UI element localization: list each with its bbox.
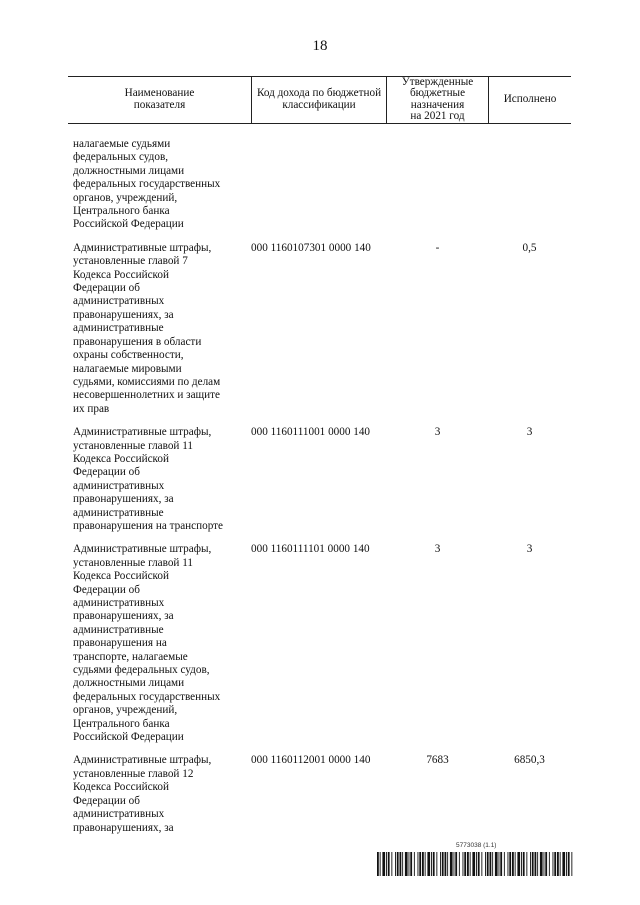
table-row [68,242,571,416]
cell-plan: 7683 [426,754,449,767]
barcode-icon [377,852,573,876]
cell-done: 6850,3 [514,754,545,767]
cell-done: 3 [526,543,533,556]
table-row [68,138,571,232]
cell-plan: 3 [434,426,441,439]
header-done: Исполнено [503,92,557,105]
cell-name: Административные штрафы, установленные главой 11 Кодекса Российской Федерации об административных правонарушениях, за административные правонарушения на транспорте [73,426,224,532]
cell-code: 000 1160111101 0000 140 [251,543,370,556]
header-name: Наименование показателя [124,87,195,111]
cell-plan: - [435,241,440,254]
cell-done: 3 [526,426,533,439]
cell-name: Административные штрафы, установленные главой 7 Кодекса Российской Федерации об административных правонарушениях, за административные правонарушения в области охраны собственности, налагаемые мировыми судьями, комиссиями по делам несовершеннолетних и защите их прав [73,241,221,415]
page-number: 18 [312,38,328,54]
cell-code: 000 1160107301 0000 140 [251,241,371,254]
header-plan: Утвержденные бюджетные назначения на 2021 год [401,75,474,122]
cell-name: налагаемые судьями федеральных судов, должностными лицами федеральных государственных органов, учреждений, Центрального банка Российской Федерации [73,138,221,231]
table-row [68,754,571,834]
table-row [68,543,571,744]
cell-name: Административные штрафы, установленные главой 11 Кодекса Российской Федерации об административных правонарушениях, за административные правонарушения на транспорте, налагаемые судьями федеральных судов, должностными лицами федеральных государственных органов, учреждений, Центрального банка Российской Федерации [73,543,221,744]
table-row [68,426,571,533]
document-code: 5773038 (1.1) [456,842,497,849]
cell-done: 0,5 [522,241,537,254]
header-code: Код дохода по бюджетной классификации [256,87,382,111]
table-header-rule [68,123,571,124]
cell-code: 000 1160112001 0000 140 [251,754,371,767]
cell-code: 000 1160111001 0000 140 [251,426,371,439]
cell-name: Административные штрафы, установленные главой 12 Кодекса Российской Федерации об административных правонарушениях, за [73,754,212,834]
table-body [68,138,571,845]
cell-plan: 3 [434,543,441,556]
